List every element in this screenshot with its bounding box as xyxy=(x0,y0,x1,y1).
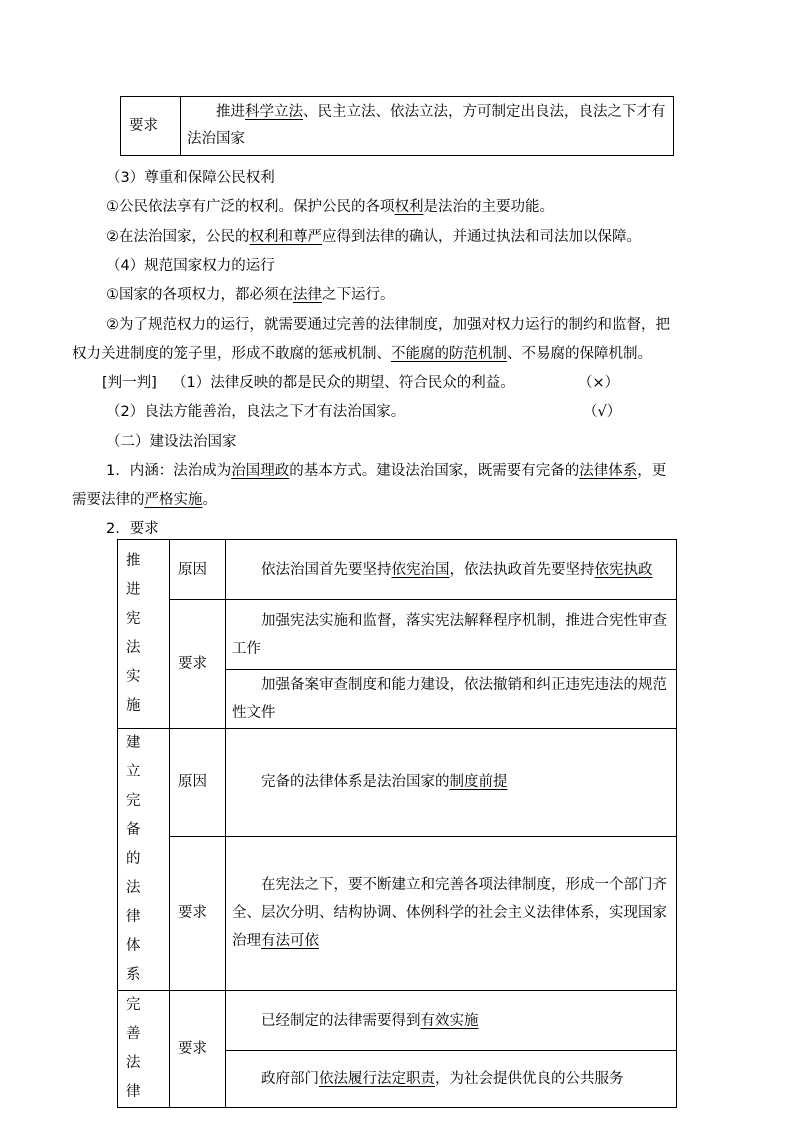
g2-requirement-label: 要求 xyxy=(170,836,226,990)
requirements-heading: 2．要求 xyxy=(106,521,159,537)
section-4-heading: （4）规范国家权力的运行 xyxy=(106,258,275,274)
part-2-heading: （二）建设法治国家 xyxy=(106,434,237,450)
group-label-implement-law: 完 善法律 xyxy=(118,991,170,1108)
g3-requirement-label: 要求 xyxy=(170,991,226,1108)
g1-reason-text: 依法治国首先要坚持依宪治国，依法执政首先要坚持依宪执政 xyxy=(226,540,677,600)
part-2-line-2: 需要法律的严格实施。 xyxy=(72,492,217,508)
g2-reason-label: 原因 xyxy=(170,729,226,837)
g2-reason-text: 完备的法律体系是法治国家的制度前提 xyxy=(226,729,677,837)
g1-requirement-2: 加强备案审查制度和能力建设，依法撤销和纠正违宪违法的规范性文件 xyxy=(226,670,677,729)
section-3-line-1: ①公民依法享有广泛的权利。保护公民的各项权利是法治的主要功能。 xyxy=(106,199,554,215)
section-3-heading: （3）尊重和保障公民权利 xyxy=(106,170,275,186)
judge-answer-1: （×） xyxy=(578,375,620,391)
judge-label: [判一判] xyxy=(102,375,157,391)
part-2-line-1: 1．内涵：法治成为治国理政的基本方式。建设法治国家，既需要有完备的法律体系，更 xyxy=(106,463,667,479)
section-3-line-2: ②在法治国家，公民的权利和尊严应得到法律的确认，并通过执法和司法加以保障。 xyxy=(106,229,641,245)
section-4-line-2a: ②为了规范权力的运行，就需要通过完善的法律制度，加强对权力运行的制约和监督，把 xyxy=(106,317,670,333)
top-table xyxy=(120,96,674,156)
section-4-line-2b: 权力关进制度的笼子里，形成不敢腐的惩戒机制、不能腐的防范机制、不易腐的保障机制。 xyxy=(72,346,652,362)
g1-requirement-1: 加强宪法实施和监督，落实宪法解释程序机制，推进合宪性审查工作 xyxy=(226,600,677,670)
g3-requirement-2: 政府部门依法履行法定职责，为社会提供优良的公共服务 xyxy=(226,1051,677,1108)
group-label-constitution: 推 进宪 法实施 xyxy=(118,540,170,729)
judge-question-1: （1）法律反映的都是民众的期望、符合民众的利益。 xyxy=(172,375,515,391)
g1-reason-label: 原因 xyxy=(170,540,226,600)
group-label-legal-system: 建 立完 备的 法律 体系 xyxy=(118,729,170,991)
g1-requirement-label: 要求 xyxy=(170,600,226,729)
section-4-line-1: ①国家的各项权力，都必须在法律之下运行。 xyxy=(106,287,395,303)
g3-requirement-1: 已经制定的法律需要得到有效实施 xyxy=(226,991,677,1051)
top-table-text: 推进科学立法、民主立法、依法立法，方可制定出良法，良法之下才有法治国家 xyxy=(181,97,674,156)
top-table-label: 要求 xyxy=(121,97,181,156)
judge-question-2: （2）良法方能善治，良法之下才有法治国家。 xyxy=(106,404,406,420)
g2-requirement-text: 在宪法之下，要不断建立和完善各项法律制度，形成一个部门齐全、层次分明、结构协调、体例科学的社会主义法律体系，实现国家治理有法可依 xyxy=(226,836,677,990)
judge-answer-2: （√） xyxy=(583,404,622,420)
requirements-table xyxy=(117,539,677,1108)
